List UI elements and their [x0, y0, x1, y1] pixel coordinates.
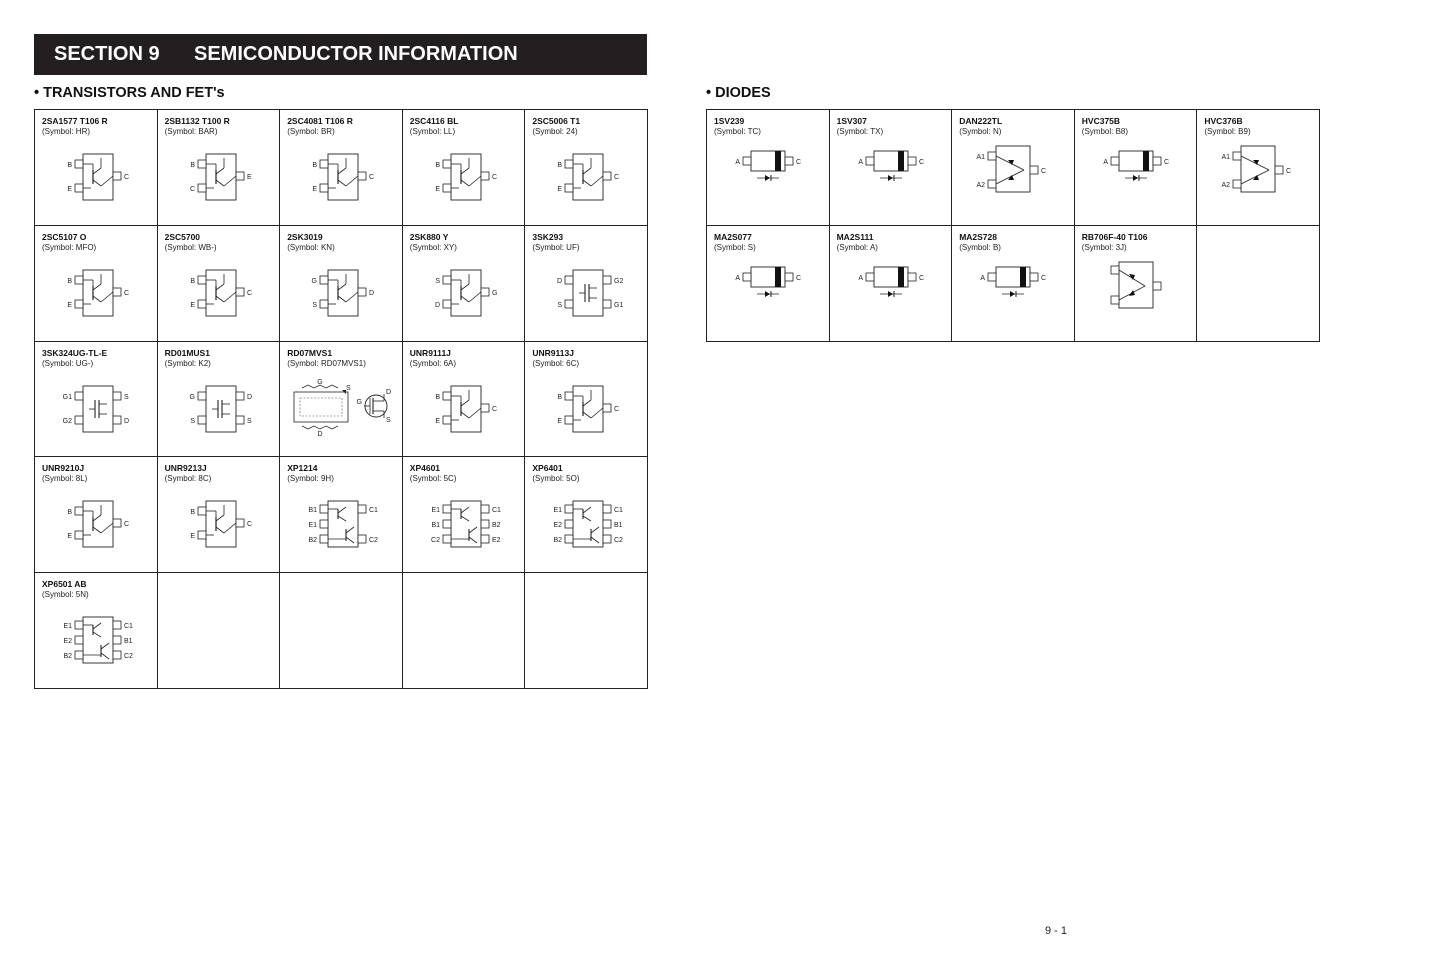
pin-label: A1	[1221, 154, 1231, 161]
pin-label: C1	[491, 507, 501, 515]
pin-label: C	[124, 289, 130, 297]
empty-cell	[1197, 226, 1320, 342]
transistor-cell	[158, 226, 281, 342]
part-number: 3SK324UG-TL-E	[42, 347, 108, 358]
marking-symbol: (Symbol: 3J)	[1081, 242, 1127, 252]
pin-label: B2	[63, 653, 72, 661]
package-diagram	[707, 260, 829, 340]
pin-label: B	[189, 162, 195, 169]
pin-label: S	[312, 301, 318, 309]
pin-label: B2	[553, 537, 563, 545]
diode-cell	[707, 226, 830, 342]
pin-label: A2	[976, 182, 986, 189]
marking-symbol: (Symbol: S)	[714, 242, 756, 252]
marking-symbol: (Symbol: N)	[959, 127, 1002, 136]
pin-label: D	[317, 430, 323, 438]
pin-label: B1	[614, 522, 623, 530]
marking-symbol: (Symbol: TX)	[836, 127, 884, 136]
pin-label: B	[67, 162, 72, 169]
marking-symbol: (Symbol: 5N)	[42, 590, 89, 600]
pin-label: C	[124, 521, 130, 529]
part-number: 2SK3019	[287, 231, 323, 242]
diode-cell	[707, 110, 830, 226]
pin-label: C	[246, 289, 252, 297]
transistor-cell	[525, 457, 648, 573]
package-diagram	[707, 144, 829, 224]
transistor-cell	[35, 226, 158, 342]
pin-label: B2	[491, 522, 501, 530]
pin-label: E	[557, 417, 563, 425]
part-number: 3SK293	[532, 231, 564, 242]
part-number: UNR9213J	[164, 463, 207, 474]
transistor-cell	[403, 342, 526, 458]
transistor-cell	[35, 342, 158, 458]
marking-symbol: (Symbol: WB-)	[164, 242, 217, 252]
diodes-heading: • DIODES	[706, 85, 771, 101]
pin-label: C	[1163, 159, 1169, 166]
package-diagram	[952, 260, 1074, 340]
marking-symbol: (Symbol: 5O)	[532, 474, 580, 484]
package-diagram	[525, 491, 647, 571]
pin-label: A	[1103, 159, 1108, 166]
package-diagram	[158, 376, 280, 456]
part-number: RD01MUS1	[164, 347, 210, 358]
package-diagram	[952, 144, 1074, 224]
pin-label: S	[386, 416, 391, 424]
diode-table	[706, 109, 1320, 342]
marking-symbol: (Symbol: 9H)	[287, 474, 334, 484]
marking-symbol: (Symbol: BAR)	[164, 127, 218, 136]
pin-label: C2	[124, 653, 133, 661]
package-diagram	[35, 260, 157, 340]
transistor-cell	[35, 573, 158, 689]
marking-symbol: (Symbol: 8L)	[42, 474, 88, 484]
pin-label: G2	[62, 417, 72, 425]
pin-label: C	[124, 174, 130, 181]
transistor-cell	[280, 110, 403, 226]
marking-symbol: (Symbol: 5C)	[409, 474, 457, 484]
diode-cell	[952, 226, 1075, 342]
pin-label: S	[124, 393, 129, 401]
pin-label: C	[918, 159, 924, 166]
pin-label: E1	[431, 507, 440, 515]
part-number: 2SC5006 T1	[532, 116, 581, 126]
empty-cell	[403, 573, 526, 689]
pin-label: C	[246, 521, 252, 529]
package-diagram	[158, 260, 280, 340]
transistor-cell	[280, 457, 403, 573]
empty-cell	[525, 573, 648, 689]
pin-label: B1	[431, 522, 440, 530]
transistor-cell	[280, 226, 403, 342]
pin-label: E	[312, 186, 318, 193]
pin-label: E1	[553, 507, 563, 515]
part-number: HVC375B	[1081, 116, 1121, 126]
part-number: 2SC4116 BL	[409, 116, 459, 126]
pin-label: C	[614, 174, 620, 181]
pin-label: B	[557, 393, 563, 401]
package-diagram	[830, 144, 952, 224]
marking-symbol: (Symbol: LL)	[409, 127, 456, 136]
package-diagram	[525, 376, 647, 456]
marking-symbol: (Symbol: 6A)	[409, 358, 457, 368]
transistor-cell	[403, 457, 526, 573]
part-number: 2SC5700	[164, 231, 201, 242]
marking-symbol: (Symbol: HR)	[42, 127, 91, 136]
pin-label: C	[614, 405, 620, 413]
pin-label: G	[189, 393, 195, 401]
pin-label: E	[435, 417, 440, 425]
pin-label: G	[491, 289, 498, 297]
pin-label: C	[189, 186, 195, 193]
marking-symbol: (Symbol: KN)	[287, 242, 335, 252]
package-diagram	[35, 491, 157, 571]
pin-label: D	[369, 289, 375, 297]
pin-label: C	[491, 405, 497, 413]
pin-label: G	[356, 398, 363, 406]
pin-label: D	[434, 301, 440, 309]
package-diagram	[403, 144, 525, 224]
pin-label: C	[491, 174, 497, 181]
marking-symbol: (Symbol: MFO)	[42, 242, 97, 252]
pin-label: C1	[124, 623, 133, 631]
empty-cell	[280, 573, 403, 689]
part-number: XP1214	[287, 463, 318, 474]
pin-label: C	[1041, 168, 1047, 175]
transistors-heading: • TRANSISTORS AND FET's	[34, 85, 225, 101]
package-diagram	[280, 260, 402, 340]
pin-label: C	[796, 274, 802, 282]
part-number: RB706F-40 T106	[1081, 231, 1148, 242]
pin-label: B	[435, 393, 440, 401]
pin-label: E1	[308, 522, 318, 530]
section-header-bar	[34, 34, 647, 75]
pin-label: C	[1286, 168, 1292, 175]
marking-symbol: (Symbol: UF)	[532, 242, 580, 252]
transistor-table	[34, 109, 648, 689]
marking-symbol: (Symbol: XY)	[409, 242, 457, 252]
diode-cell	[952, 110, 1075, 226]
pin-label: C2	[430, 537, 440, 545]
part-number: MA2S077	[714, 231, 752, 242]
pin-label: C	[369, 174, 375, 181]
pin-label: D	[386, 388, 392, 396]
marking-symbol: (Symbol: 24)	[532, 127, 578, 136]
package-diagram	[158, 491, 280, 571]
package-diagram	[280, 144, 402, 224]
transistor-cell	[158, 110, 281, 226]
package-diagram	[280, 491, 402, 571]
marking-symbol: (Symbol: A)	[836, 242, 878, 252]
marking-symbol: (Symbol: UG-)	[42, 358, 94, 368]
page-number: 9 - 1	[1045, 925, 1068, 937]
diode-cell	[830, 110, 953, 226]
pin-label: G2	[614, 277, 624, 285]
pin-label: B	[67, 509, 72, 517]
package-diagram	[403, 260, 525, 340]
transistor-cell	[35, 110, 158, 226]
pin-label: B	[67, 277, 72, 285]
part-number: 2SB1132 T100 R	[164, 116, 230, 126]
marking-symbol: (Symbol: 6C)	[532, 358, 580, 368]
pin-label: D	[246, 393, 252, 401]
pin-label: A	[857, 159, 863, 166]
pin-label: S	[346, 384, 351, 392]
diode-cell	[1075, 110, 1198, 226]
pin-label: D	[124, 417, 130, 425]
section-title: SEMICONDUCTOR INFORMATION	[194, 43, 518, 65]
package-diagram	[280, 376, 402, 456]
part-number: DAN222TL	[959, 116, 1003, 126]
pin-label: S	[557, 301, 563, 309]
part-number: UNR9210J	[42, 463, 85, 474]
marking-symbol: (Symbol: B9)	[1204, 127, 1251, 136]
pin-label: B	[435, 162, 440, 169]
part-number: XP6501 AB	[42, 579, 87, 590]
transistor-cell	[280, 342, 403, 458]
pin-label: A	[735, 274, 740, 282]
transistor-cell	[158, 457, 281, 573]
part-number: HVC376B	[1204, 116, 1243, 126]
pin-label: E	[67, 301, 72, 309]
part-number: MA2S728	[959, 231, 997, 242]
transistor-cell	[525, 226, 648, 342]
pin-label: B1	[308, 507, 318, 515]
part-number: 2SA1577 T106 R	[42, 116, 108, 126]
pin-label: S	[435, 277, 440, 285]
package-diagram	[1075, 260, 1197, 340]
package-diagram	[35, 144, 157, 224]
pin-label: E2	[553, 522, 563, 530]
package-diagram	[403, 491, 525, 571]
pin-label: C	[796, 159, 802, 166]
part-number: 2SC4081 T106 R	[287, 116, 353, 126]
part-number: 2SC5107 O	[42, 231, 87, 242]
part-number: RD07MVS1	[287, 347, 333, 358]
pin-label: D	[557, 277, 563, 285]
package-diagram	[158, 144, 280, 224]
package-diagram	[35, 607, 157, 687]
pin-label: S	[246, 417, 252, 425]
pin-label: B	[189, 509, 195, 517]
pin-label: E	[189, 533, 195, 541]
pin-label: C	[1041, 274, 1047, 282]
marking-symbol: (Symbol: TC)	[714, 127, 761, 136]
transistor-cell	[525, 342, 648, 458]
part-number: UNR9111J	[409, 347, 451, 358]
marking-symbol: (Symbol: BR)	[287, 127, 335, 136]
pin-label: A	[857, 274, 863, 282]
pin-label: B	[557, 162, 563, 169]
diode-cell	[1075, 226, 1198, 342]
package-diagram	[1075, 144, 1197, 224]
package-diagram	[525, 144, 647, 224]
package-diagram	[1197, 144, 1319, 224]
pin-label: G1	[614, 301, 624, 309]
pin-label: G	[311, 277, 318, 285]
marking-symbol: (Symbol: 8C)	[164, 474, 212, 484]
pin-label: E2	[491, 537, 501, 545]
transistor-cell	[35, 457, 158, 573]
package-diagram	[525, 260, 647, 340]
package-diagram	[830, 260, 952, 340]
empty-cell	[158, 573, 281, 689]
pin-label: C2	[614, 537, 624, 545]
pin-label: E	[435, 186, 440, 193]
marking-symbol: (Symbol: RD07MVS1)	[287, 358, 366, 368]
pin-label: A2	[1221, 182, 1231, 189]
pin-label: E	[67, 533, 72, 541]
pin-label: B	[312, 162, 318, 169]
transistor-cell	[403, 226, 526, 342]
pin-label: E	[67, 186, 72, 193]
transistor-cell	[403, 110, 526, 226]
pin-label: C2	[369, 537, 379, 545]
pin-label: E2	[63, 638, 72, 646]
part-number: XP6401	[532, 463, 563, 474]
marking-symbol: (Symbol: K2)	[164, 358, 211, 368]
pin-label: B	[189, 277, 195, 285]
part-number: 1SV307	[836, 116, 867, 126]
diode-cell	[830, 226, 953, 342]
part-number: 1SV239	[714, 116, 745, 126]
marking-symbol: (Symbol: B8)	[1081, 127, 1129, 136]
pin-label: E1	[63, 623, 72, 631]
part-number: XP4601	[409, 463, 441, 474]
transistor-cell	[525, 110, 648, 226]
section-number: SECTION 9	[54, 43, 160, 65]
pin-label: C1	[369, 507, 379, 515]
pin-label: G	[317, 378, 323, 386]
pin-label: C	[918, 274, 924, 282]
pin-label: A	[735, 159, 740, 166]
pin-label: A1	[976, 154, 986, 161]
pin-label: G1	[62, 393, 72, 401]
diode-cell	[1197, 110, 1320, 226]
pin-label: B1	[124, 638, 133, 646]
marking-symbol: (Symbol: B)	[959, 242, 1001, 252]
transistor-cell	[158, 342, 281, 458]
part-number: UNR9113J	[532, 347, 574, 358]
pin-label: S	[189, 417, 195, 425]
pin-label: E	[189, 301, 195, 309]
package-diagram	[35, 376, 157, 456]
pin-label: E	[246, 174, 252, 181]
pin-label: C1	[614, 507, 624, 515]
pin-label: B2	[308, 537, 318, 545]
pin-label: A	[980, 274, 986, 282]
part-number: MA2S111	[836, 231, 874, 242]
package-diagram	[403, 376, 525, 456]
pin-label: E	[557, 186, 563, 193]
part-number: 2SK880 Y	[409, 231, 449, 242]
